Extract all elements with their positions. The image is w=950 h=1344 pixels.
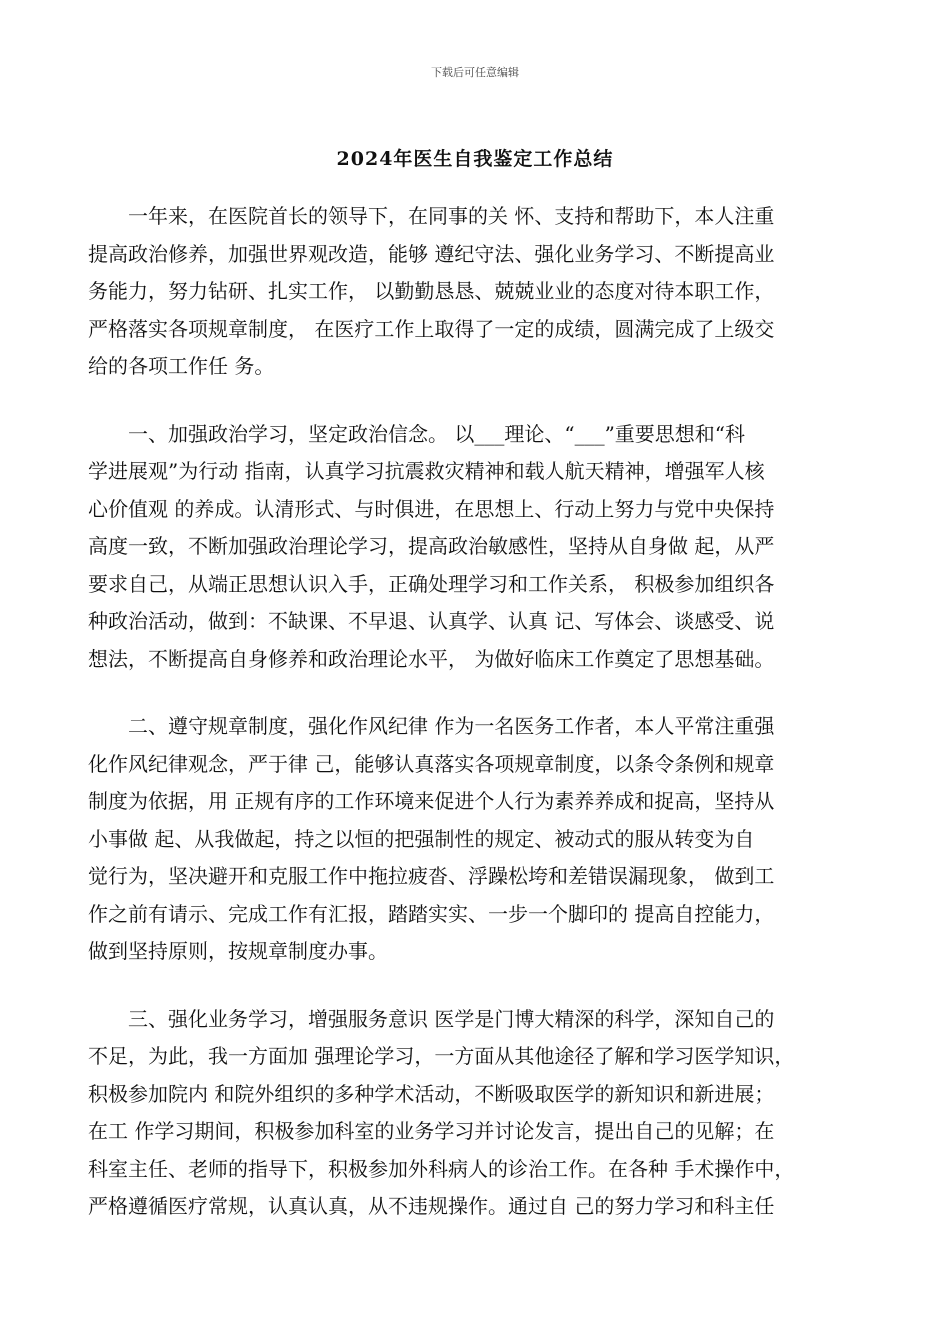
paragraph-line: 心价值观 的养成。认清形式、与时俱进，在思想上、行动上努力与党中央保持 <box>88 496 775 521</box>
paragraph-line: 种政治活动，做到：不缺课、不早退、认真学、认真 记、写体会、谈感受、说 <box>88 609 775 633</box>
paragraph-4 <box>88 1001 868 1226</box>
paragraph-line: 小事做 起、从我做起，持之以恒的把强制性的规定、被动式的服从转变为自 <box>88 826 755 851</box>
paragraph-line: 务能力，努力钻研、扎实工作， 以勤勤恳恳、兢兢业业的态度对待本职工作， <box>88 279 775 303</box>
paragraph-line: 严格落实各项规章制度， 在医疗工作上取得了一定的成绩，圆满完成了上级交 <box>88 316 775 341</box>
paragraph-line: 在工 作学习期间，积极参加科室的业务学习并讨论发言，提出自己的见解；在 <box>88 1119 775 1143</box>
paragraph-line: 作之前有请示、完成工作有汇报，踏踏实实、一步一个脚印的 提高自控能力， <box>88 901 775 926</box>
paragraph-line: 一、加强政治学习，坚定政治信念。 以___理论、“___”重要思想和“科 <box>88 421 746 446</box>
paragraph-line: 要求自己，从端正思想认识入手，正确处理学习和工作关系， 积极参加组织各 <box>88 571 775 596</box>
paragraph-line: 三、强化业务学习，增强服务意识 医学是门博大精深的科学，深知自己的 <box>88 1006 775 1031</box>
paragraph-line: 觉行为，坚决避开和克服工作中拖拉疲沓、浮躁松垮和差错误漏现象， 做到工 <box>88 864 775 888</box>
paragraph-line: 高度一致，不断加强政治理论学习，提高政治敏感性，坚持从自身做 起，从严 <box>88 534 775 558</box>
paragraph-line: 学进展观”为行动 指南，认真学习抗震救灾精神和载人航天精神，增强军人核 <box>88 459 765 483</box>
paragraph-line: 二、遵守规章制度，强化作风纪律 作为一名医务工作者，本人平常注重强 <box>88 714 775 738</box>
paragraph-line: 一年来，在医院首长的领导下，在同事的关 怀、支持和帮助下，本人注重 <box>88 204 775 228</box>
paragraph-line: 提高政治修养，加强世界观改造，能够 遵纪守法、强化业务学习、不断提高业 <box>88 241 775 266</box>
paragraph-line: 做到坚持原则，按规章制度办事。 <box>88 939 388 963</box>
paragraph-2 <box>88 416 868 679</box>
paragraph-3 <box>88 708 868 971</box>
paragraph-1 <box>88 198 868 386</box>
paragraph-line: 科室主任、老师的指导下，积极参加外科病人的诊治工作。在各种 手术操作中， <box>88 1156 795 1181</box>
paragraph-line: 给的各项工作任 务。 <box>88 354 275 378</box>
paragraph-line: 制度为依据，用 正规有序的工作环境来促进个人行为素养养成和捉高，坚持从 <box>88 789 775 813</box>
paragraph-line: 积极参加院内 和院外组织的多种学术活动，不断吸取医学的新知识和新进展； <box>88 1081 775 1106</box>
paragraph-line: 不足，为此，我一方面加 强理论学习，一方面从其他途径了解和学习医学知识， <box>88 1044 795 1068</box>
paragraph-line: 化作风纪律观念，严于律 己，能够认真落实各项规章制度，以条令条例和规章 <box>88 751 775 776</box>
header-note: 下载后可任意编辑 <box>431 66 519 79</box>
paragraph-line: 严格遵循医疗常规，认真认真，从不违规操作。通过自 己的努力学习和科主任 <box>88 1194 775 1218</box>
paragraph-line: 想法，不断提高自身修养和政治理论水平， 为做好临床工作奠定了思想基础。 <box>88 646 775 671</box>
document-title: 2024年医生自我鉴定工作总结 <box>336 148 614 170</box>
document-body <box>88 198 868 1256</box>
